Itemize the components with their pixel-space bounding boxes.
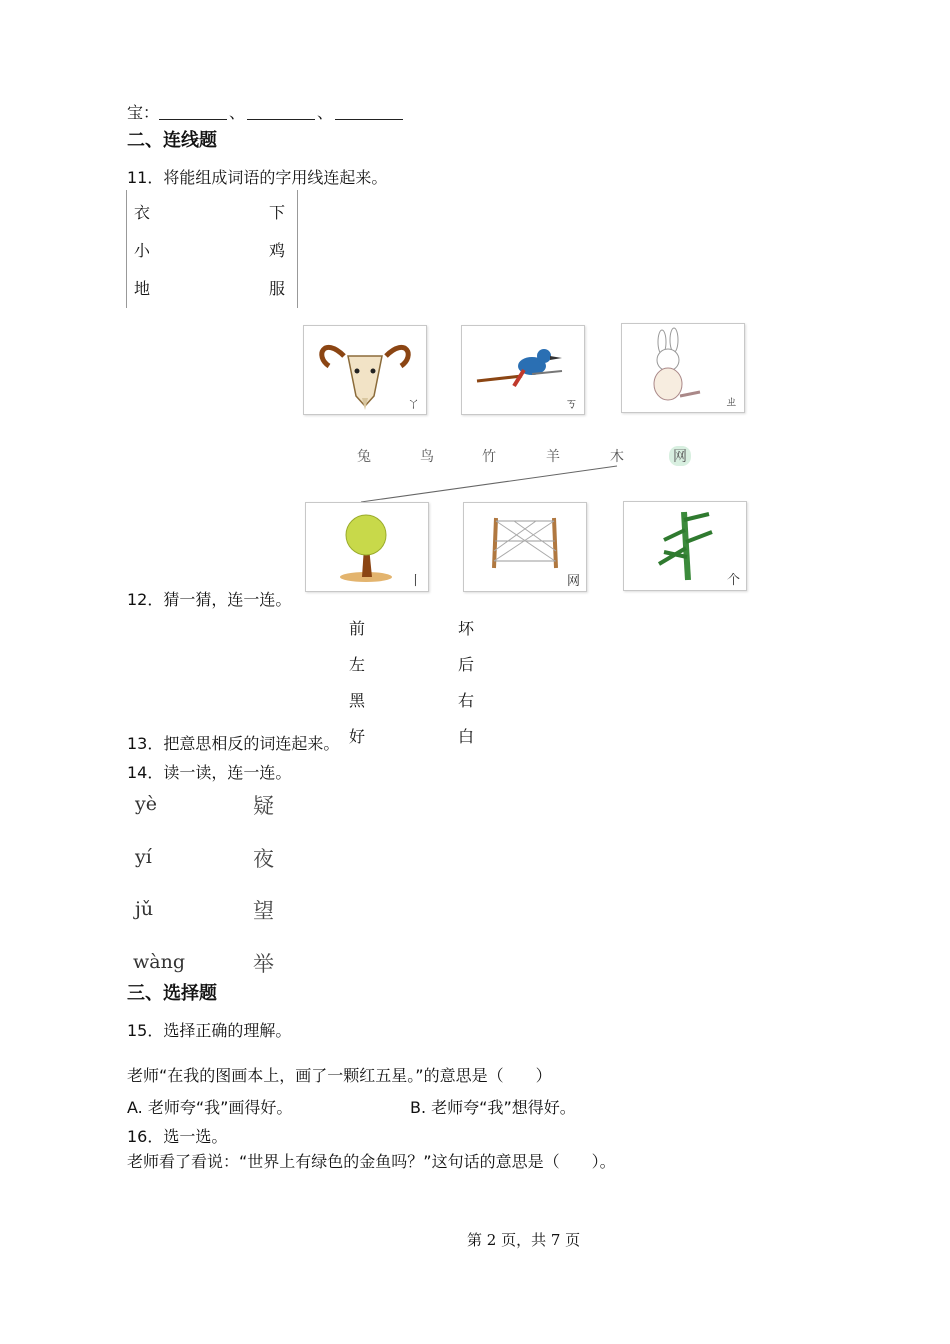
q12-text: 12．猜一猜，连一连。 bbox=[127, 590, 292, 609]
q11-left-3[interactable]: 地 bbox=[134, 279, 151, 298]
answer-blank-1[interactable] bbox=[159, 105, 227, 120]
q14-hanzi-2[interactable]: 夜 bbox=[253, 847, 274, 871]
tree-picture[interactable] bbox=[305, 502, 429, 592]
answer-blank-3[interactable] bbox=[335, 105, 403, 120]
q16-text: 16．选一选。 bbox=[127, 1127, 228, 1146]
word-rabbit[interactable]: 兔 bbox=[357, 449, 371, 465]
rabbit-glyph: ㄓ bbox=[724, 395, 738, 410]
q14-hanzi-3[interactable]: 望 bbox=[253, 899, 274, 923]
goat-picture[interactable] bbox=[303, 325, 427, 415]
treasure-fill-line: 宝： 、 、 bbox=[127, 103, 403, 123]
q12-right-3[interactable]: 右 bbox=[458, 691, 475, 710]
q12-left-1[interactable]: 前 bbox=[349, 619, 366, 638]
treasure-label: 宝： bbox=[127, 103, 160, 122]
q11-right-3[interactable]: 服 bbox=[269, 279, 286, 298]
word-sheep[interactable]: 羊 bbox=[546, 449, 560, 465]
example-match-line bbox=[355, 462, 635, 506]
q12-right-1[interactable]: 坏 bbox=[458, 619, 475, 638]
bird-picture[interactable] bbox=[461, 325, 585, 415]
section2-heading: 二、连线题 bbox=[127, 130, 217, 151]
q15-text: 15．选择正确的理解。 bbox=[127, 1021, 292, 1040]
q11-right-1[interactable]: 下 bbox=[269, 203, 286, 222]
section3-heading: 三、选择题 bbox=[127, 983, 217, 1004]
q11-left-2[interactable]: 小 bbox=[134, 241, 151, 260]
tree-glyph: 丨 bbox=[408, 574, 422, 589]
q11-text: 11．将能组成词语的字用线连起来。 bbox=[127, 168, 388, 187]
q12-left-4[interactable]: 好 bbox=[349, 727, 366, 746]
bamboo-picture[interactable] bbox=[623, 501, 747, 591]
q14-hanzi-4[interactable]: 举 bbox=[253, 952, 274, 976]
q15-stem: 老师“在我的图画本上，画了一颗红五星。”的意思是（ ） bbox=[127, 1066, 552, 1085]
goat-glyph: ㄚ bbox=[406, 397, 420, 412]
q11-left-1[interactable]: 衣 bbox=[134, 203, 151, 222]
q12-left-3[interactable]: 黑 bbox=[349, 691, 366, 710]
q14-text: 14．读一读，连一连。 bbox=[127, 763, 292, 782]
q12-right-4[interactable]: 白 bbox=[458, 727, 475, 746]
q12-right-2[interactable]: 后 bbox=[458, 655, 475, 674]
answer-blank-2[interactable] bbox=[247, 105, 315, 120]
bamboo-glyph: 个 bbox=[726, 573, 740, 588]
q13-text: 13．把意思相反的词连起来。 bbox=[127, 734, 340, 753]
bird-glyph: ㄎ bbox=[564, 397, 578, 412]
net-glyph: 网 bbox=[566, 574, 580, 589]
word-net[interactable]: 网 bbox=[669, 446, 691, 466]
q14-hanzi-1[interactable]: 疑 bbox=[253, 794, 274, 818]
word-bamboo[interactable]: 竹 bbox=[482, 449, 496, 465]
q14-pinyin-3[interactable]: jǔ bbox=[135, 898, 154, 920]
page-number: 第 2 页，共 7 页 bbox=[467, 1231, 581, 1249]
rabbit-picture[interactable] bbox=[621, 323, 745, 413]
q16-stem: 老师看了看说：“世界上有绿色的金鱼吗？”这句话的意思是（ ）。 bbox=[127, 1152, 616, 1171]
q12-left-2[interactable]: 左 bbox=[349, 655, 366, 674]
word-bird[interactable]: 鸟 bbox=[420, 449, 434, 465]
q15-option-a[interactable]: A. 老师夸“我”画得好。 bbox=[127, 1098, 293, 1117]
q11-match-box bbox=[126, 190, 298, 308]
q15-option-b[interactable]: B. 老师夸“我”想得好。 bbox=[410, 1098, 576, 1117]
q11-right-2[interactable]: 鸡 bbox=[269, 241, 286, 260]
q14-pinyin-2[interactable]: yí bbox=[135, 846, 152, 868]
q14-pinyin-4[interactable]: wàng bbox=[133, 951, 185, 973]
q14-pinyin-1[interactable]: yè bbox=[135, 793, 157, 815]
net-picture[interactable] bbox=[463, 502, 587, 592]
word-wood[interactable]: 木 bbox=[610, 449, 624, 465]
